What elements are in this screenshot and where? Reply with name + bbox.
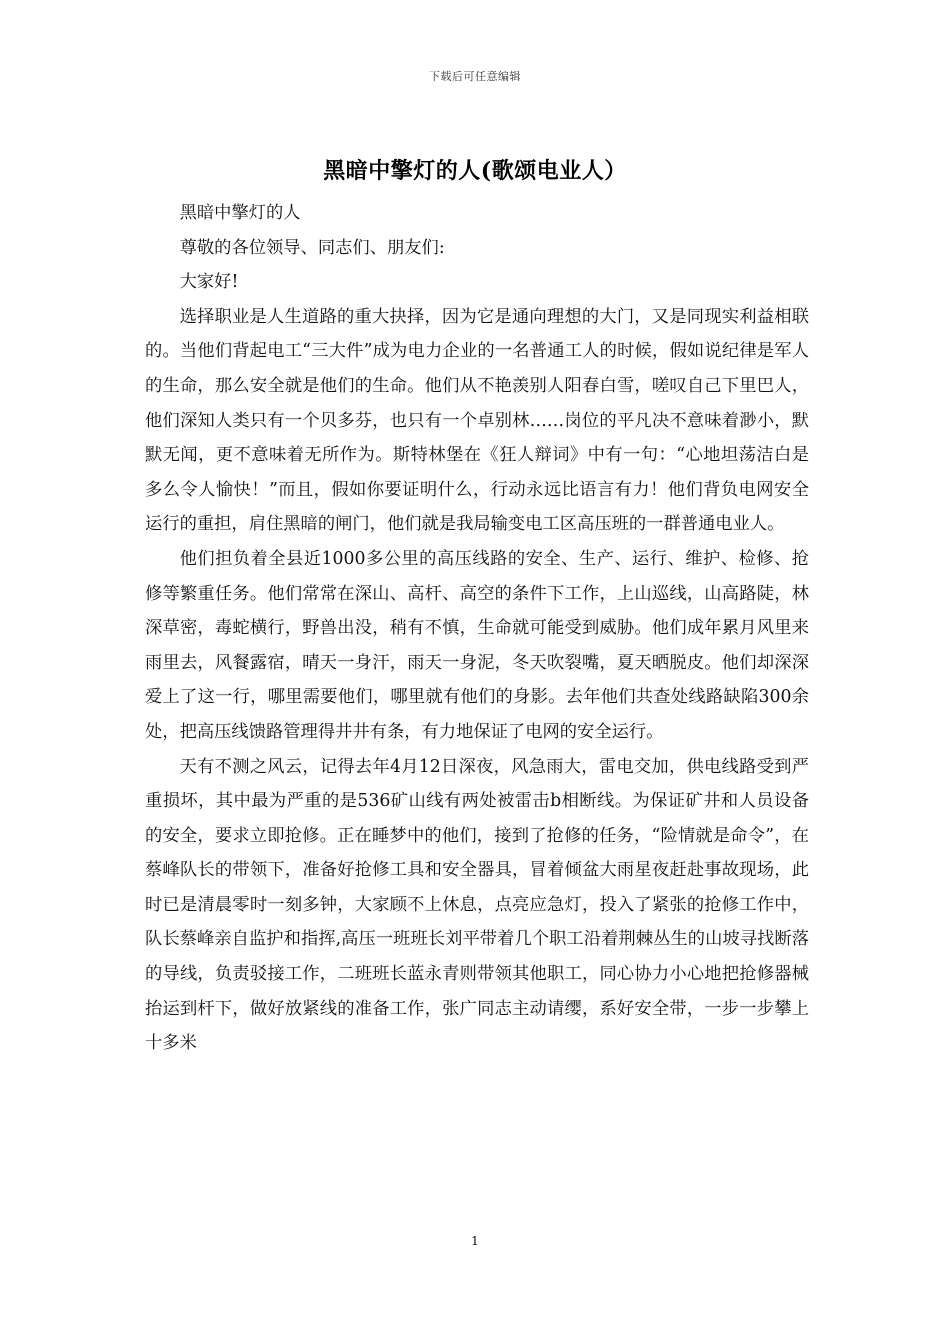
paragraph: 选择职业是人生道路的重大抉择，因为它是通向理想的大门，又是同现实利益相联的。当他们背起电工“三大件”成为电力企业的一名普通工人的时候，假如说纪律是军人的生命，那么安全就是他们的生命。他们从不艳羡别人阳春白雪，嗟叹自己下里巴人，他们深知人类只有一个贝多芬，也只有一个卓别林……岗位的平凡决不意味着渺小，默默无闻，更不意味着无所作为。斯特林堡在《狂人辩词》中有一句：“心地坦荡洁白是多么令人愉快！”而且，假如你要证明什么，行动永远比语言有力！他们背负电网安全运行的重担，肩住黑暗的闸门，他们就是我局输变电工区高压班的一群普通电业人。 bbox=[145, 306, 809, 535]
page-header-note: 下载后可任意编辑 bbox=[429, 70, 521, 83]
page-number: 1 bbox=[471, 1234, 479, 1248]
paragraph-subtitle: 黑暗中擎灯的人 bbox=[179, 203, 301, 223]
paragraph-salutation: 尊敬的各位领导、同志们、朋友们: bbox=[179, 237, 445, 258]
document-title: 黑暗中擎灯的人(歌颂电业人） bbox=[323, 158, 627, 184]
paragraph: 天有不测之风云，记得去年4月12日深夜，风急雨大，雷电交加，供电线路受到严重损坏，其中最为严重的是536矿山线有两处被雷击b相断线。为保证矿井和人员设备的安全，要求立即抢修。正在睡梦中的他们，接到了抢修的任务，“险情就是命令”，在蔡峰队长的带领下，准备好抢修工具和安全器具，冒着倾盆大雨星夜赶赴事故现场，此时已是清晨零时一刻多钟，大家顾不上休息，点亮应急灯，投入了紧张的抢修工作中，队长蔡峰亲自监护和指挥,高压一班班长刘平带着几个职工沿着荆棘丛生的山坡寻找断落的导线，负责驳接工作，二班班长蓝永青则带领其他职工，同心协力小心地把抢修器械抬运到杆下，做好放紧线的准备工作，张广同志主动请缨，系好安全带，一步一步攀上十多米 bbox=[145, 756, 809, 1054]
document-body bbox=[145, 196, 809, 1061]
paragraph-greeting: 大家好! bbox=[179, 272, 239, 293]
paragraph: 他们担负着全县近1000多公里的高压线路的安全、生产、运行、维护、检修、抢修等繁重任务。他们常常在深山、高杆、高空的条件下工作，上山巡线，山高路陡，林深草密，毒蛇横行，野兽出没，稍有不慎，生命就可能受到威胁。他们成年累月风里来雨里去，风餐露宿，晴天一身汗，雨天一身泥，冬天吹裂嘴，夏天晒脱皮。他们却深深爱上了这一行，哪里需要他们，哪里就有他们的身影。去年他们共查处线路缺陷300余处，把高压线馈路管理得井井有条，有力地保证了电网的安全运行。 bbox=[145, 548, 809, 742]
